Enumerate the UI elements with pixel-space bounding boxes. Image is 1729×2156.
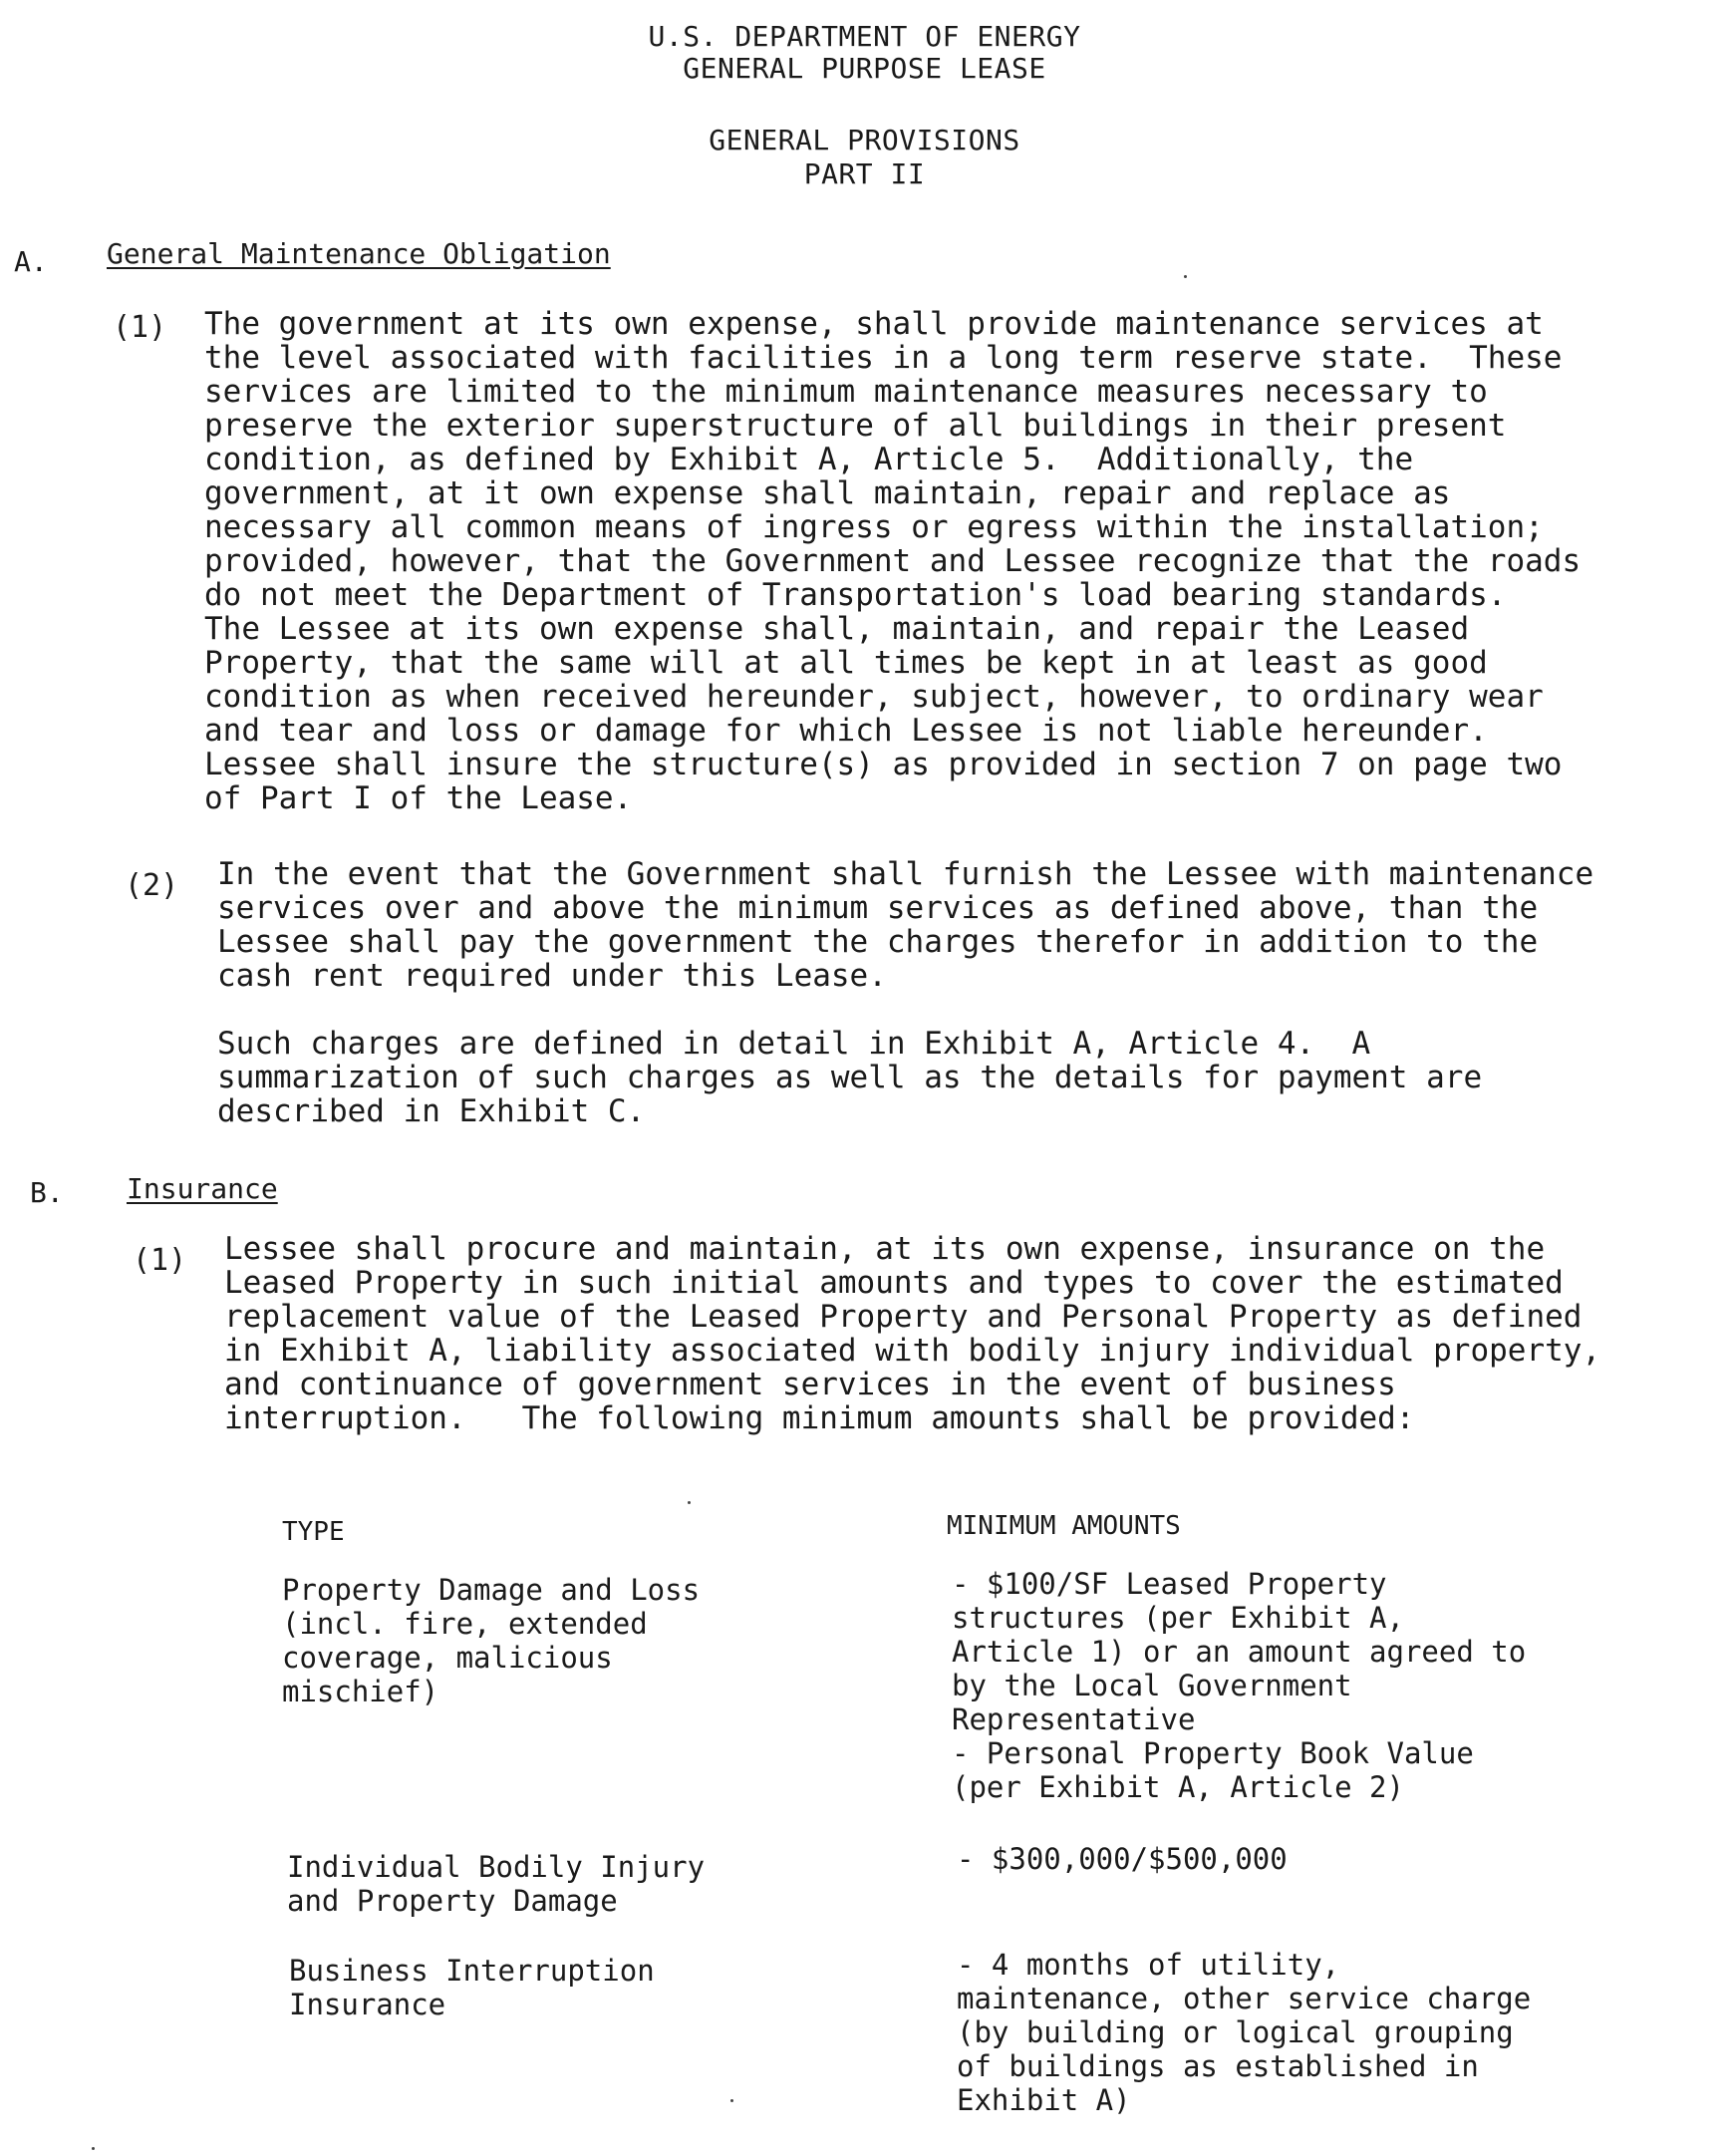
header-general-provisions: GENERAL PROVISIONS [709,124,1020,156]
section-a-letter: A. [14,245,48,278]
section-b-item1-text: Lessee shall procure and maintain, at its own expense, insurance on the Leased Property in such initial amounts and types to cover the estimated replacement value of the Leased Property and Personal Property as defined in Exhibit A, liability associated with bodily injury individual property, and continuance of government services in the event of business interruption. The following minimum amounts shall be provided: [224,1231,1601,1436]
scan-speck [92,2147,95,2150]
table-row2-type: Individual Bodily Injury and Property Damage [287,1850,706,1918]
section-a-item2-number: (2) [125,868,179,903]
table-row2-amount: - $300,000/$500,000 [957,1842,1288,1876]
section-b-item1-number: (1) [133,1243,187,1278]
scan-speck [1184,275,1187,278]
section-a-item2-text-continued: Such charges are defined in detail in Exhibit A, Article 4. A summarization of such charges as well as the details for payment are described in Exhibit C. [217,1026,1483,1129]
table-header-minimum-amounts: MINIMUM AMOUNTS [947,1511,1181,1541]
table-row3-amount: - 4 months of utility, maintenance, other service charge (by building or logical grouping of buildings as established in Exhibit A) [957,1948,1532,2117]
table-row3-type: Business Interruption Insurance [289,1954,655,2021]
section-b-title: Insurance [127,1172,278,1205]
header-lease-type: GENERAL PURPOSE LEASE [683,52,1046,85]
table-row1-amount: - $100/SF Leased Property structures (per Exhibit A, Article 1) or an amount agreed to by the Local Government Representative - Personal Property Book Value (per Exhibit A, Article 2) [952,1567,1527,1804]
section-a-item1-number: (1) [113,310,167,345]
section-a-item2-text: In the event that the Government shall furnish the Lessee with maintenance services over and above the minimum services as defined above, than the Lessee shall pay the government the charges therefor in addition to the cash rent required under this Lease. [217,856,1594,994]
section-a-item1-text: The government at its own expense, shall provide maintenance services at the level associated with facilities in a long term reserve state. These services are limited to the minimum maintenance measures necessary to preserve the exterior superstructure of all buildings in their present condition, as defined by Exhibit A, Article 5. Additionally, the government, at it own expense shall maintain, repair and replace as necessary all common means of ingress or egress within the installation; provided, however, that the Government and Lessee recognize that the roads do not meet the Department of Transportation's load bearing standards. The Lessee at its own expense shall, maintain, and repair the Leased Property, that the same will at all times be kept in at least as good condition as when received hereunder, subject, however, to ordinary wear and tear and loss or damage for which Lessee is not liable hereunder. Lessee shall insure the structure(s) as provided in section 7 on page two of Part I of the Lease. [204,306,1582,816]
header-department: U.S. DEPARTMENT OF ENERGY [648,20,1081,53]
section-b-letter: B. [30,1176,64,1209]
table-header-type: TYPE [282,1517,345,1547]
scan-speck [688,1501,691,1504]
header-part: PART II [803,157,926,190]
section-a-title: General Maintenance Obligation [107,237,611,270]
table-row1-type: Property Damage and Loss (incl. fire, extended coverage, malicious mischief) [282,1573,701,1708]
scan-speck [730,2099,733,2102]
